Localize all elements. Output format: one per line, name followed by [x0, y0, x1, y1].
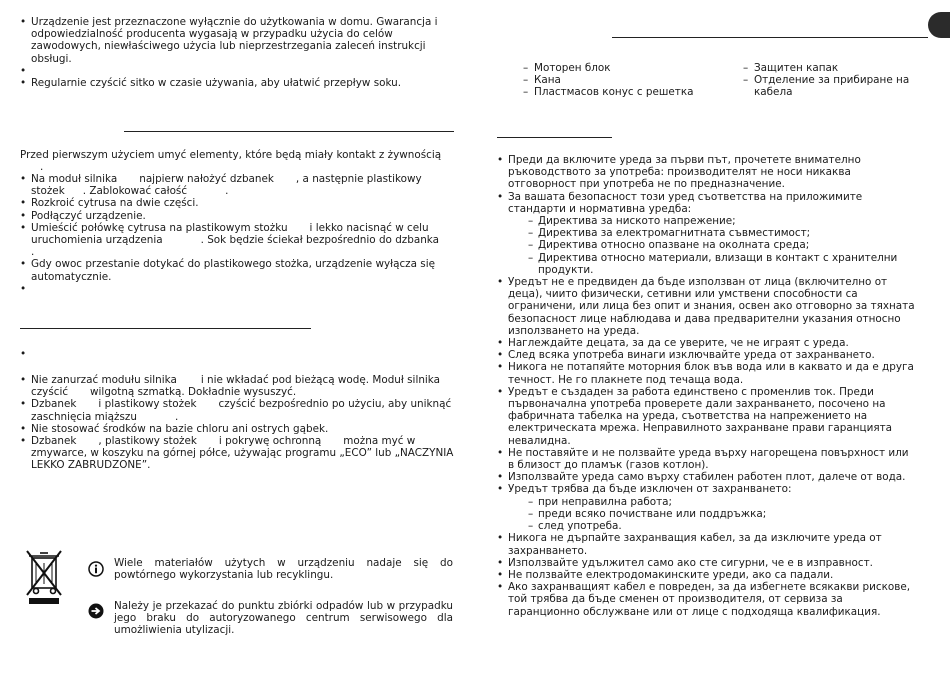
safety-item: • Използвайте уреда само върху стабилен работен плот, далече от вода.: [497, 471, 917, 483]
intro-item-empty: [20, 65, 456, 77]
intro-item: • Regularnie czyścić sitko w czasie używania, aby ułatwić przepływ soku.: [20, 77, 456, 89]
step-text: . Zablokować całość: [82, 185, 188, 198]
safety-item: • Никога не потапяйте моторния блок във вода или в каквато и да е друга течност. Не го плакнете под течаща вода.: [497, 361, 917, 385]
step-item: • Gdy owoc przestanie dotykać do plastikowego stożka, urządzenie wyłącza się automatycznie.: [20, 258, 456, 282]
step-text: . Sok będzie ściekał bezpośrednio do dzbanka: [200, 234, 439, 247]
safety-text: Уредът трябва да бъде изключен от захранването:: [508, 483, 792, 496]
cleaning-intro: [20, 348, 456, 360]
step-text: Umieścić połówkę cytrusa na plastikowym stożku: [31, 221, 288, 234]
cleaning-section: [20, 348, 456, 472]
cleaning-item: [20, 398, 456, 422]
cleaning-text: .: [174, 410, 179, 423]
component-item: – Отделение за прибиране на кабела: [743, 74, 928, 98]
step-text: Na moduł silnika: [31, 173, 118, 185]
cleaning-text: zmywarce, w koszyku na górnej półce, używając programu „ECO” lub „NACZYNIA LEKKO ZABRUDZONE”.: [31, 447, 454, 472]
safety-item: • След всяка употреба винаги изключвайте уреда от захранването.: [497, 349, 917, 361]
step-item: • Podłączyć urządzenie.: [20, 210, 456, 222]
step-item: [20, 222, 456, 259]
first-use-text: Przed pierwszym użyciem umyć elementy, które będą miały kontakt z żywnością: [20, 149, 442, 161]
cleaning-text: , plastikowy stożek: [98, 435, 197, 448]
safety-subitem: – Директива относно опазване на околната среда;: [508, 239, 917, 251]
safety-item: • Не ползвайте електродомакинските уреди, ако са падали.: [497, 569, 917, 581]
safety-subitem: – при неправилна работа;: [508, 496, 917, 508]
page-tab-marker: [928, 12, 950, 38]
step-item: • Rozkroić cytrusa na dwie części.: [20, 197, 456, 209]
cleaning-item: [20, 374, 456, 398]
arrow-icon: [88, 603, 104, 619]
cleaning-item: [20, 435, 456, 472]
left-column: [20, 16, 456, 89]
steps-list: [20, 173, 456, 295]
step-text: najpierw nałożyć dzbanek: [139, 173, 274, 185]
safety-section: [497, 154, 917, 618]
safety-item: • Уредът не е предвиден да бъде използван от лица (включително от деца), чиито физически, сетивни или умствени способности са ограничени, или лица без опит и знания, освен ако отговорно за тяхната безопасност лице наблюдава и дава предварителни указания относно използването на уреда.: [497, 276, 917, 337]
step-text: stożek: [31, 185, 65, 198]
info-icon: [88, 561, 104, 577]
cleaning-text: Nie zanurzać modułu silnika: [31, 374, 177, 386]
cleaning-text: zaschnięcia miąższu: [31, 410, 137, 423]
component-item: – Пластмасов конус с решетка: [523, 86, 733, 98]
safety-subitem: – Директива за електромагнитната съвместимост;: [508, 227, 917, 239]
safety-subitem: – преди всяко почистване или поддръжка;: [508, 508, 917, 520]
safety-item: • Уредът е създаден за работа единствено с променлив ток. Преди първоначална употреба проверете дали захранването, посочено на фабричната табелка на уреда, съответства на напрежението на електрическата мрежа. Неправилното захранване прави гаранцията невалидна.: [497, 386, 917, 447]
component-item: – Защитен капак: [743, 62, 928, 74]
safety-sublist: [508, 215, 917, 276]
cleaning-text: i nie wkładać pod bieżącą wodę. Moduł silnika: [200, 374, 441, 386]
step-item-empty: [20, 283, 456, 295]
component-item: – Кана: [523, 74, 733, 86]
cleaning-text: i pokrywę ochronną: [218, 435, 322, 448]
safety-subitem: – след употреба.: [508, 520, 917, 532]
safety-item: • Не поставяйте и не ползвайте уреда върху нагорещена повърхност или в близост до пламък (газов котлон).: [497, 447, 917, 471]
safety-item: • Никога не дърпайте захранващия кабел, за да изключите уреда от захранването.: [497, 532, 917, 556]
crossed-bin-icon: [26, 548, 62, 606]
step-text: , a następnie plastikowy: [295, 173, 422, 185]
components-list-2: [743, 62, 928, 99]
safety-list: [497, 154, 917, 618]
cleaning-text: i plastikowy stożek: [98, 398, 197, 411]
cleaning-text: wilgotną szmatką. Dokładnie wysuszyć.: [90, 386, 297, 399]
cleaning-item: • Nie stosować środków na bazie chloru ani ostrych gąbek.: [20, 423, 456, 435]
cleaning-text: czyścić bezpośrednio po użyciu, aby uniknąć: [218, 398, 452, 411]
section-rule: [20, 328, 311, 329]
disposal-text: Należy je przekazać do punktu zbiórki odpadów lub w przypadku jego braku do autoryzowanego centrum serwisowego dla umożliwienia utylizacji.: [114, 600, 453, 637]
safety-sublist: [508, 496, 917, 533]
intro-item: • Urządzenie jest przeznaczone wyłącznie do użytkowania w domu. Gwarancja i odpowiedzialność producenta wygasają w przypadku użycia do celów zawodowych, niewłaściwego użycia lub nieprzestrzegania zaleceń instrukcji obsługi.: [20, 16, 456, 65]
safety-subitem: – Директива за ниското напрежение;: [508, 215, 917, 227]
section-rule: [124, 131, 454, 132]
section-rule: [612, 37, 928, 38]
cleaning-item-empty: [20, 348, 456, 360]
recycling-text: Wiele materiałów użytych w urządzeniu nadaje się do powtórnego wykorzystania lub recyklingu.: [114, 557, 453, 582]
components-list-1: [523, 62, 733, 99]
step-text: uruchomienia urządzenia: [31, 234, 163, 247]
first-use-end: .: [40, 161, 44, 174]
step-text: i lekko nacisnąć w celu: [309, 221, 429, 234]
cleaning-text: Dzbanek: [31, 398, 77, 411]
component-item: – Моторен блок: [523, 62, 733, 74]
safety-item: • Използвайте удължител само ако сте сигурни, че е в изправност.: [497, 557, 917, 569]
safety-item: [497, 191, 917, 276]
cleaning-text: Dzbanek: [31, 435, 77, 448]
safety-item: • Ако захранващият кабел е повреден, за да избегнете всякакви рискове, той трябва да бъде сменен от производителя, от сервиза за гаранционно обслужване или от лице с подходяща квалификация.: [497, 581, 917, 618]
steps-section: [20, 173, 456, 295]
first-use-section: [20, 149, 456, 173]
cleaning-text: można myć w: [343, 435, 416, 448]
cleaning-text: czyścić: [31, 386, 69, 399]
safety-item: [497, 483, 917, 532]
safety-item: • Преди да включите уреда за първи път, прочетете внимателно ръководството за употреба: производителят не носи никаква отговорност при употреба не по предназначение.: [497, 154, 917, 191]
safety-subitem: – Директива относно материали, влизащи в контакт с хранителни продукти.: [508, 252, 917, 276]
step-text: .: [31, 246, 35, 259]
cleaning-list: [20, 374, 456, 472]
intro-list: [20, 16, 456, 89]
safety-text: За вашата безопасност този уред съответства на приложимите стандарти и нормативна уредба:: [508, 190, 863, 215]
step-text: .: [225, 185, 229, 198]
safety-item: • Наглеждайте децата, за да се уверите, че не играят с уреда.: [497, 337, 917, 349]
section-rule: [497, 137, 612, 138]
step-item: [20, 173, 456, 197]
